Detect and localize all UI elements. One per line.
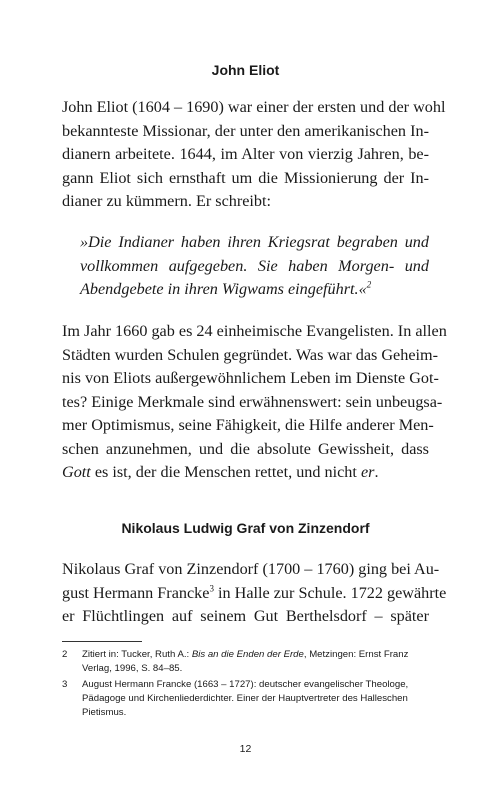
footnote-number: 3 [62, 679, 68, 690]
footnote-2 [62, 648, 429, 676]
section-heading-zinzendorf: Nikolaus Ludwig Graf von Zinzendorf [121, 520, 370, 536]
text-line: John Eliot (1604 – 1690) war einer der ersten und der wohl [62, 98, 446, 116]
paragraph-eliot-evangelists [62, 320, 447, 485]
text-line: mer Optimismus, seine Fähigkeit, die Hilfe anderer Men- [62, 416, 434, 434]
text-span: . [374, 463, 379, 481]
text-line: schen anzunehmen, und die absolute Gewissheit, dass [62, 439, 429, 458]
text-line: Im Jahr 1660 gab es 24 einheimische Evangelisten. In allen [62, 322, 447, 340]
text-line: tes? Einige Merkmale sind erwähnenswert: sein unbeugsa- [62, 392, 443, 411]
block-quote [80, 231, 429, 302]
text-line-last [62, 461, 429, 485]
text-line: Städten wurden Schulen gegründet. Was war das Geheim- [62, 345, 439, 364]
footnote-3 [62, 678, 429, 720]
text-span: Zitiert in: Tucker, Ruth A.: [82, 649, 192, 660]
paragraph-eliot-intro [62, 96, 446, 214]
text-span: in Halle zur Schule. 1722 gewährte [213, 583, 447, 602]
footnote-ref-2: 2 [366, 279, 372, 290]
text-line: dianern arbeitete. 1644, im Alter von vierzig Jahren, be- [62, 145, 429, 163]
footnote-number: 2 [62, 649, 68, 660]
footnote-ref-3: 3 [209, 583, 214, 594]
page-number: 12 [239, 743, 252, 755]
quote-line: »Die Indianer haben ihren Kriegsrat begraben und [80, 233, 429, 251]
section-heading-john-eliot: John Eliot [211, 62, 280, 78]
text-span: , Metzingen: Ernst Franz Verlag, 1996, S. 84–85. [82, 649, 409, 674]
text-span: es ist, der die Menschen rettet, und nicht [90, 463, 361, 481]
footnote-text: August Hermann Francke (1663 – 1727): deutscher evangelischer Theologe, Pädagoge und Kirchenliederdichter. Einer der Hauptvertreter des Halleschen Pietismus. [82, 679, 409, 718]
paragraph-zinzendorf [62, 558, 447, 629]
text-line: nis von Eliots außergewöhnlichem Leben im Dienste Got- [62, 369, 439, 387]
text-line: gann Eliot sich ernsthaft um die Missionierung der In- [62, 168, 429, 187]
book-title: Bis an die Enden der Erde [191, 649, 304, 660]
text-line-with-ref [62, 582, 447, 606]
quote-text: Abendgebete in ihren Wigwams eingeführt.« [80, 280, 367, 298]
emphasis-gott: Gott [62, 463, 91, 481]
text-line: er Flüchtlingen auf seinem Gut Berthelsdorf – später [62, 607, 429, 625]
quote-line-last [80, 278, 429, 302]
text-line: bekannteste Missionar, der unter den amerikanischen In- [62, 121, 429, 140]
footnote-text [82, 648, 429, 676]
quote-line: vollkommen aufgegeben. Sie haben Morgen- und [80, 256, 429, 275]
text-line: dianer zu kümmern. Er schreibt: [62, 192, 272, 210]
emphasis-er: er [360, 463, 375, 481]
footnote-divider [62, 641, 142, 642]
text-span: gust Hermann Francke [62, 583, 210, 602]
text-line: Nikolaus Graf von Zinzendorf (1700 – 1760) ging bei Au- [62, 560, 440, 578]
